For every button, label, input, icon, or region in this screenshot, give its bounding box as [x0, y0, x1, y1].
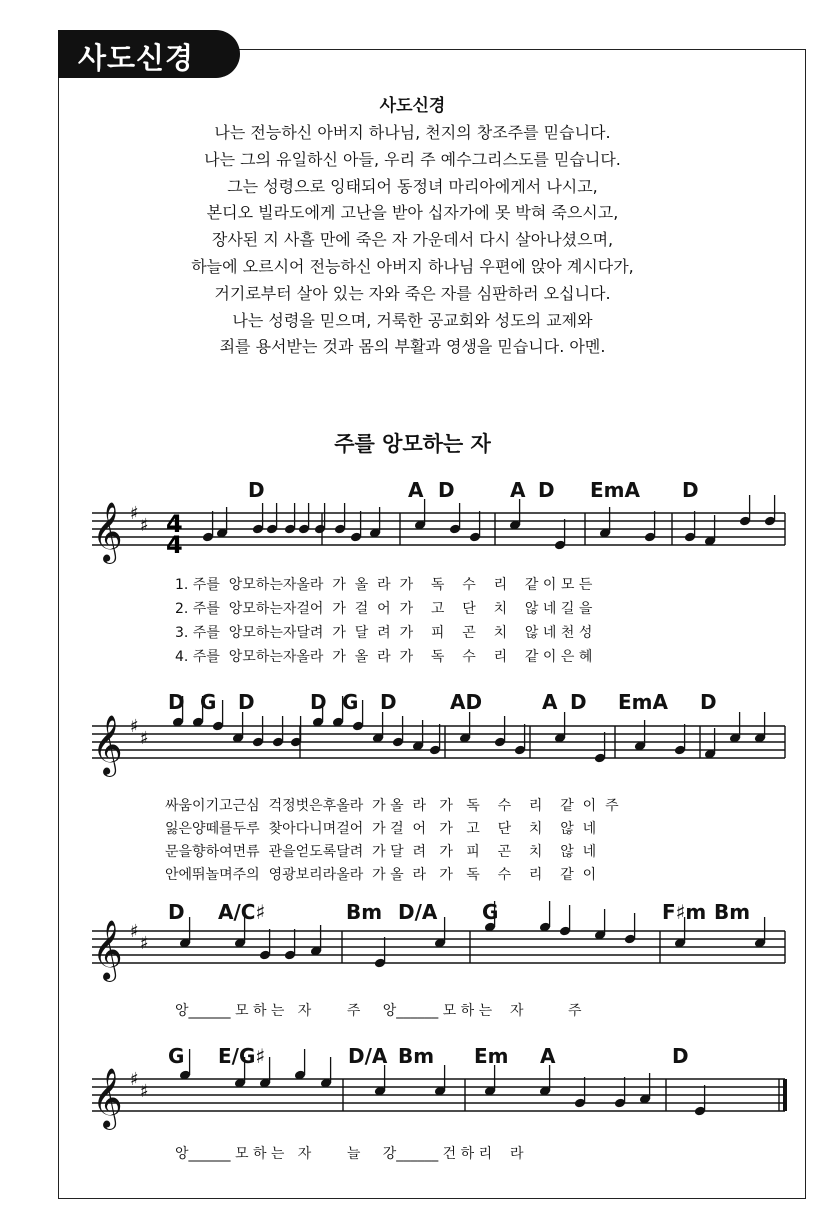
creed-line: 죄를 용서받는 것과 몸의 부활과 영생을 믿습니다. 아멘.	[219, 337, 606, 357]
staff-system-3	[92, 901, 785, 982]
chord-symbol: A/C♯	[218, 900, 266, 924]
chord-symbol: G	[482, 900, 499, 924]
chord-symbol: D	[570, 690, 587, 714]
svg-text:𝄞: 𝄞	[92, 715, 123, 775]
staff-system-1	[92, 495, 785, 564]
chord-symbol: D	[682, 478, 699, 502]
time-signature-top: 4	[166, 510, 183, 538]
svg-text:𝄞: 𝄞	[92, 502, 123, 562]
lyric-line: 문을향하여면류 관을얻도록달려 가 달 려 가 피 곤 치 않 네	[165, 844, 597, 860]
chord-symbol: EmA	[618, 690, 668, 714]
lyric-line: 앙______ 모 하 는 자 늘 강______ 건 하 리 라	[175, 1146, 524, 1162]
chord-symbol: A	[542, 690, 558, 714]
chord-symbol: G	[200, 690, 217, 714]
svg-text:♯: ♯	[140, 515, 149, 536]
time-signature-bottom: 4	[166, 531, 183, 559]
chord-symbol: EmA	[590, 478, 640, 502]
lyric-line: 1. 주를 앙모하는자올라 가 올 라 가 독 수 리 같 이 모 든	[175, 577, 593, 593]
creed-line: 하늘에 오르시어 전능하신 아버지 하나님 우편에 앉아 계시다가,	[191, 256, 634, 276]
creed-line: 장사된 지 사흘 만에 죽은 자 가운데서 다시 살아나셨으며,	[211, 230, 614, 250]
creed-title: 사도신경	[379, 96, 446, 116]
svg-text:♯: ♯	[140, 1081, 149, 1102]
svg-text:♯: ♯	[140, 933, 149, 954]
svg-text:♯: ♯	[130, 1069, 139, 1090]
chord-symbol: D	[700, 690, 717, 714]
chord-symbol: D	[672, 1044, 689, 1068]
chord-symbol: Bm	[714, 900, 751, 924]
lyric-line: 4. 주를 앙모하는자올라 가 올 라 가 독 수 리 같 이 은 혜	[175, 649, 593, 665]
chord-symbol: AD	[450, 690, 483, 714]
chord-symbol: A	[510, 478, 526, 502]
chord-symbol: D/A	[398, 900, 438, 924]
chord-symbol: A	[408, 478, 424, 502]
chord-symbol: G	[342, 690, 359, 714]
svg-text:𝄞: 𝄞	[92, 1068, 123, 1128]
chord-symbol: D	[168, 690, 185, 714]
staff-system-2	[92, 696, 785, 777]
creed-line: 그는 성령으로 잉태되어 동정녀 마리아에게서 나시고,	[227, 176, 598, 196]
chord-symbol: Bm	[398, 1044, 435, 1068]
creed-line: 나는 성령을 믿으며, 거룩한 공교회와 성도의 교제와	[232, 310, 593, 330]
lyric-line: 잃은양떼를두루 찾아다니며걸어 가 걸 어 가 고 단 치 않 네	[165, 821, 597, 837]
creed-line: 나는 전능하신 아버지 하나님, 천지의 창조주를 믿습니다.	[214, 123, 611, 142]
svg-text:♯: ♯	[130, 503, 139, 524]
lyric-line: 싸움이기고근심 걱정벗은후올라 가 올 라 가 독 수 리 같 이 주	[165, 798, 619, 814]
lyric-line: 3. 주를 앙모하는자달려 가 달 려 가 피 곤 치 않 네 천 성	[175, 625, 593, 641]
creed-line: 나는 그의 유일하신 아들, 우리 주 예수그리스도를 믿습니다.	[204, 149, 621, 169]
song-title: 주를 앙모하는 자	[334, 432, 491, 456]
chord-symbol: D	[538, 478, 555, 502]
chord-symbol: A	[540, 1044, 556, 1068]
chord-symbol: E/G♯	[218, 1044, 266, 1068]
svg-text:♯: ♯	[140, 728, 149, 749]
chord-symbol: D	[248, 478, 265, 502]
svg-text:𝄞: 𝄞	[92, 920, 123, 980]
creed-line: 본디오 빌라도에게 고난을 받아 십자가에 못 박혀 죽으시고,	[206, 203, 619, 223]
lyric-line: 앙______ 모 하 는 자 주 앙______ 모 하 는 자 주	[175, 1003, 582, 1019]
creed-line: 거기로부터 살아 있는 자와 죽은 자를 심판하러 오십니다.	[214, 283, 611, 303]
chord-symbol: D	[310, 690, 327, 714]
chord-symbol: G	[168, 1044, 185, 1068]
lyric-line: 2. 주를 앙모하는자걸어 가 걸 어 가 고 단 치 않 네 길 을	[175, 601, 593, 617]
chord-symbol: D	[238, 690, 255, 714]
chord-symbol: Em	[474, 1044, 509, 1068]
staff-system-4	[92, 1049, 785, 1130]
svg-text:♯: ♯	[130, 716, 139, 737]
section-tab-label: 사도신경	[78, 41, 195, 75]
chord-symbol: Bm	[346, 900, 383, 924]
svg-text:♯: ♯	[130, 921, 139, 942]
chord-symbol: D	[438, 478, 455, 502]
chord-symbol: D	[168, 900, 185, 924]
chord-symbol: D	[380, 690, 397, 714]
chord-symbol: D/A	[348, 1044, 388, 1068]
chord-symbol: F♯m	[662, 900, 707, 924]
lyric-line: 안에뛰놀며주의 영광보리라올라 가 올 라 가 독 수 리 같 이	[165, 867, 597, 883]
